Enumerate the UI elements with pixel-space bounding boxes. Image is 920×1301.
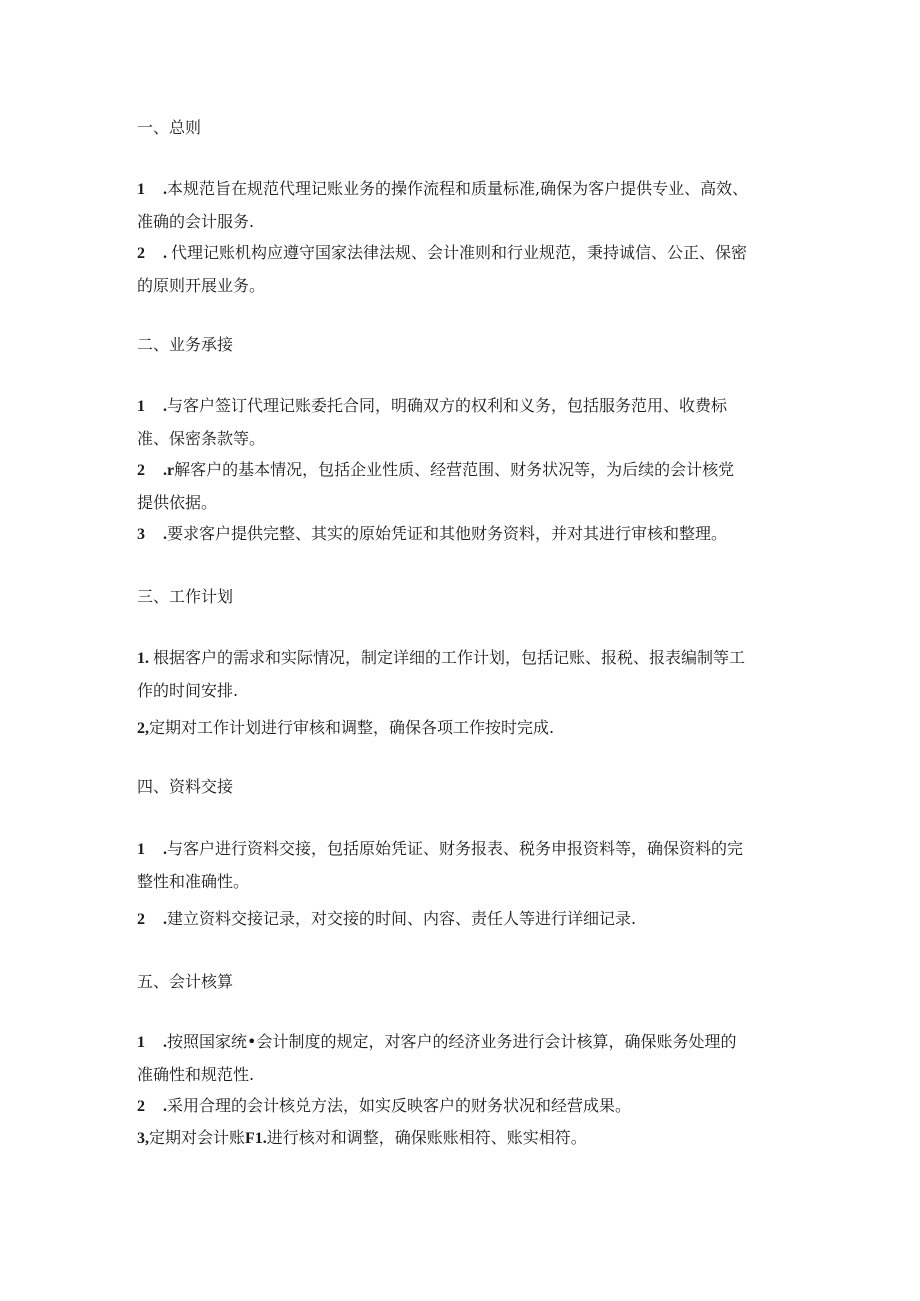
section-3-item-2 — [137, 712, 777, 745]
item-text-line-1: 建立资料交接记录，对交接的时间、内容、责任人等进行详细记录. — [167, 909, 637, 928]
item-text-line-1: 按照国家统•会计制度的规定，对客户的经济业务进行会计核算，确保账务处理的 — [167, 1032, 737, 1051]
item-separator: . — [159, 181, 167, 198]
item-text-line-2: 准、保密条款等。 — [137, 429, 266, 448]
item-text-line-2: 准确性和规范性. — [137, 1065, 255, 1084]
item-text-line-1: 要求客户提供完整、其实的原始凭证和其他财务资料，并对其进行审核和整理。 — [167, 524, 728, 543]
item-separator: . — [159, 398, 167, 415]
section-heading-2: 二、业务承接 — [137, 335, 234, 354]
item-text-line-1: 解客户的基本情况，包括企业性质、经营范围、财务状况等，为后续的会计核党 — [174, 460, 735, 479]
item-separator: . — [159, 841, 167, 858]
item-number: 1 — [137, 650, 145, 667]
item-separator: . — [159, 526, 167, 543]
item-number: 2 — [137, 911, 145, 928]
item-separator: . — [159, 1034, 167, 1051]
section-4-item-2 — [137, 903, 777, 936]
item-number: 3 — [137, 526, 145, 543]
item-number: 1 — [137, 1034, 145, 1051]
section-heading-3: 三、工作计划 — [137, 587, 234, 606]
item-text-line-1: 本规范旨在规范代理记账业务的操作流程和质量标准,确保为客户提供专业、高效、 — [167, 179, 749, 198]
item-number: 1 — [137, 181, 145, 198]
section-2-item-2 — [137, 454, 777, 519]
item-text-bold: F1. — [245, 1130, 267, 1147]
item-number: 2 — [137, 245, 145, 262]
item-text-line-1: 代理记账机构应遵守国家法律法规、会计准则和行业规范，秉持诚信、公正、保密 — [171, 243, 748, 262]
section-2-item-1 — [137, 390, 777, 455]
item-text-line-1: 采用合理的会计核兑方法，如实反映客户的财务状况和经营成果。 — [167, 1096, 632, 1115]
section-2-item-3 — [137, 518, 777, 551]
item-separator: . — [159, 911, 167, 928]
section-heading-1: 一、总则 — [137, 118, 202, 137]
section-5-item-3 — [137, 1122, 777, 1155]
item-separator: . — [159, 1098, 167, 1115]
item-text-line-2: 作的时间安排. — [137, 681, 239, 700]
section-5-item-2 — [137, 1090, 777, 1123]
item-text-line-1: 与客户签订代理记账委托合同，明确双方的权利和义务，包括服务范用、收费标 — [167, 396, 728, 415]
item-text-line-1: 进行核对和调整，确保账账相符、账实相符。 — [266, 1128, 587, 1147]
section-4-item-1 — [137, 833, 777, 898]
item-number: 1 — [137, 398, 145, 415]
item-text-line-1: 与客户进行资料交接，包括原始凭证、财务报表、税务申报资料等，确保资料的完 — [167, 839, 744, 858]
item-text-line-2: 的原则开展业务。 — [137, 276, 266, 295]
item-text-line-2: 整性和准确性。 — [137, 872, 250, 891]
item-number: 3, — [137, 1130, 149, 1147]
item-text-line-2: 准确的会计服务. — [137, 212, 255, 231]
section-heading-5: 五、会计核算 — [137, 972, 234, 991]
section-1-item-1 — [137, 173, 777, 238]
item-text-line-1: 定期对工作计划进行审核和调整，确保各项工作按时完成. — [149, 718, 555, 737]
item-text-line-1: 根据客户的需求和实际情况，制定详细的工作计划，包括记账、报税、报表编制等工 — [153, 648, 746, 667]
item-separator: . — [159, 245, 171, 262]
section-3-item-1 — [137, 642, 777, 707]
section-1-item-2 — [137, 237, 777, 302]
item-number: 1 — [137, 841, 145, 858]
item-number: 2 — [137, 462, 145, 479]
section-5-item-1 — [137, 1026, 777, 1091]
item-separator: . — [145, 650, 153, 667]
item-text-pre: 定期对会计账 — [149, 1128, 246, 1147]
item-text-line-2: 提供依据。 — [137, 493, 218, 512]
item-number: 2 — [137, 1098, 145, 1115]
item-separator: .r — [159, 462, 175, 479]
item-number: 2, — [137, 720, 149, 737]
section-heading-4: 四、资料交接 — [137, 777, 234, 796]
